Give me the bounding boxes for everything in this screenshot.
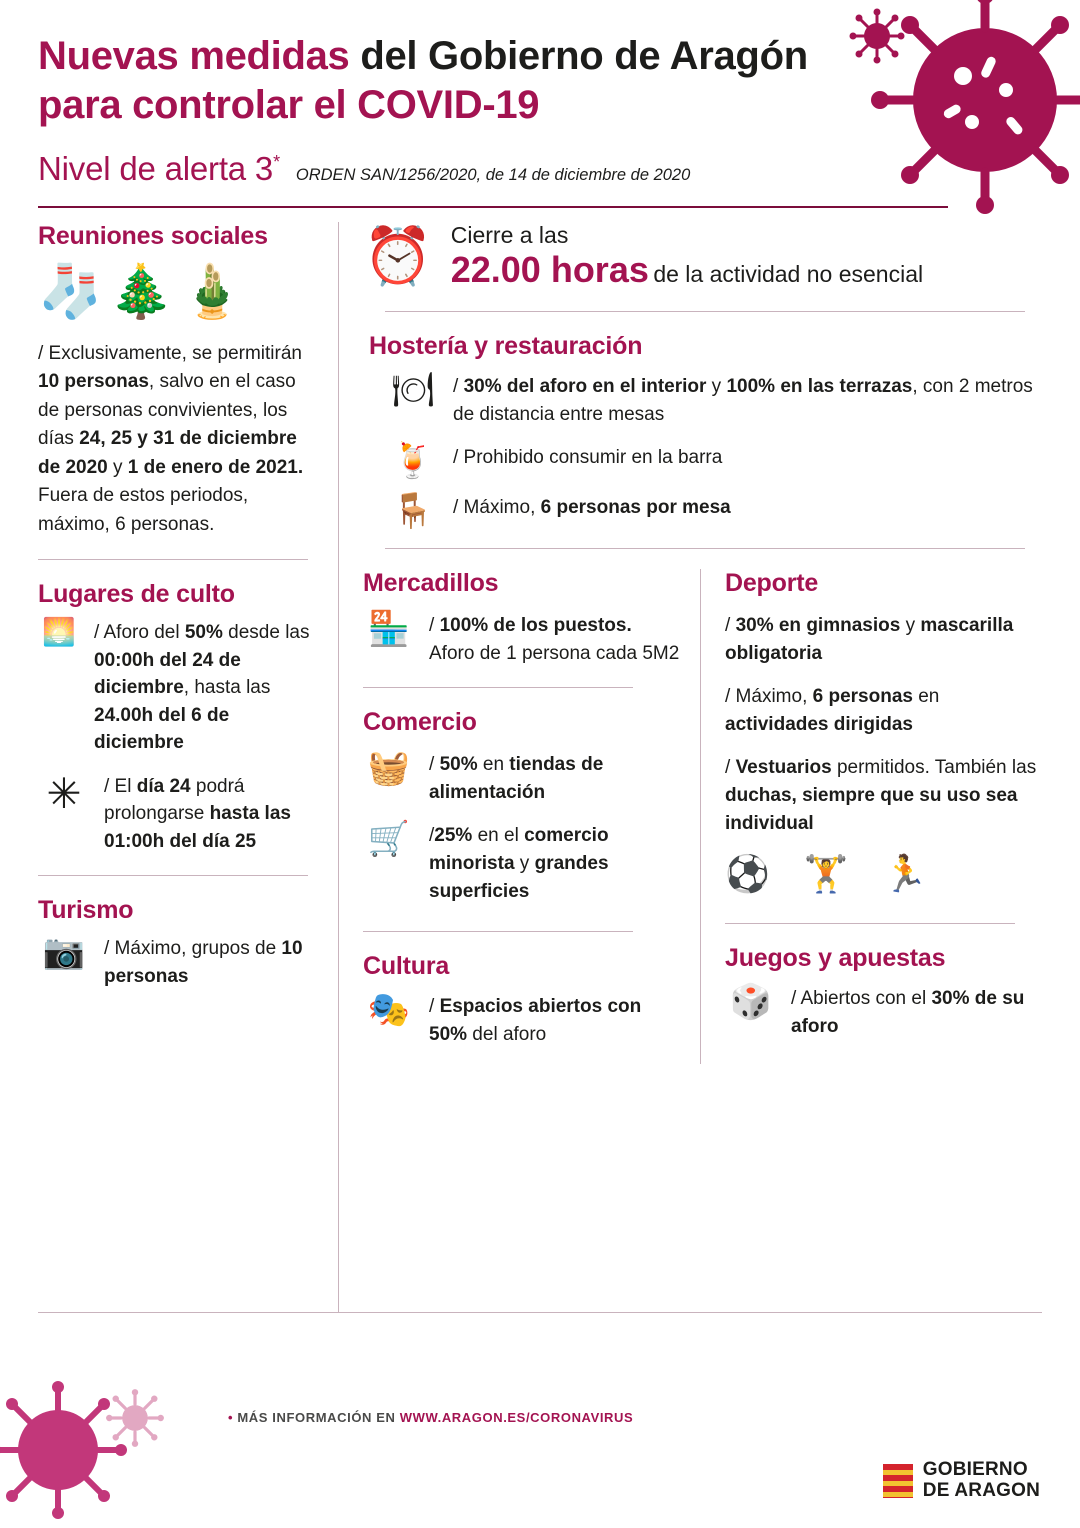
sp3-a: / xyxy=(725,757,736,779)
closing-line1: Cierre a las xyxy=(450,221,569,248)
gob-line-2: DE ARAGON xyxy=(922,1480,1040,1502)
mk-a: / xyxy=(429,615,440,637)
worship-2-a: / El xyxy=(104,775,137,797)
worship-item-1 xyxy=(38,619,320,757)
closing-time-block xyxy=(363,222,1042,292)
hospitality-3-text xyxy=(453,494,731,522)
alert-level xyxy=(38,150,280,188)
mk-tail: Aforo de 1 persona cada 5M2 xyxy=(429,642,680,664)
sp3-b1: Vestuarios xyxy=(735,757,832,779)
closing-text xyxy=(451,222,923,292)
social-text-tail: Fuera de estos periodos, máximo, 6 personas. xyxy=(38,485,249,535)
sp3-m: permitidos. También las xyxy=(831,757,1037,779)
order-reference: ORDEN SAN/1256/2020, de 14 de diciembre de 2020 xyxy=(295,165,691,184)
title-part-1: Nuevas medidas xyxy=(38,34,350,78)
commerce-item-2 xyxy=(363,822,680,905)
c1-m: en xyxy=(477,754,510,776)
c2-b3: grandes superficies xyxy=(429,853,609,902)
section-heading-worship: Lugares de culto xyxy=(38,580,235,609)
alarm-clock-icon: ⏰ xyxy=(363,224,433,288)
aragon-flag-icon xyxy=(883,1464,913,1498)
sp1-m: y xyxy=(900,615,921,637)
section-heading-sport: Deporte xyxy=(725,569,819,598)
social-text xyxy=(38,340,320,540)
worship-2-b1: día 24 xyxy=(136,775,191,797)
bullet-icon: • xyxy=(228,1410,234,1425)
divider-middle-1 xyxy=(363,687,633,688)
theatre-masks-icon: 🎭 xyxy=(367,991,411,1030)
culture-item xyxy=(363,993,680,1048)
shopping-basket-icon: 🧺 xyxy=(367,749,411,788)
c2-tail: y xyxy=(514,853,535,875)
games-item xyxy=(725,985,1042,1040)
lower-right-grid xyxy=(363,569,1042,1064)
divider-left-1 xyxy=(38,559,308,560)
tourism-a: / Máximo, grupos de xyxy=(104,938,282,960)
tourism-item xyxy=(38,935,320,990)
dice-icon: 🎲 xyxy=(729,983,773,1022)
sp2-m: en xyxy=(912,686,940,708)
c1-b1: 50% xyxy=(439,754,478,776)
sport-item-3 xyxy=(725,754,1042,837)
section-heading-tourism: Turismo xyxy=(38,896,134,925)
c1-b2: tiendas de alimentación xyxy=(429,754,604,803)
c2-b2: comercio minorista xyxy=(429,825,609,875)
subtitle-row xyxy=(38,150,1040,188)
social-text-b3: 1 de enero de 2021. xyxy=(127,456,304,478)
page-title xyxy=(38,32,868,130)
h1-b1: 30% del aforo en el interior xyxy=(463,376,707,398)
culture-text xyxy=(429,993,680,1048)
closing-line2 xyxy=(451,249,923,291)
sport-items xyxy=(725,612,1042,837)
divider-right-2 xyxy=(385,548,1025,549)
middle-column xyxy=(363,569,700,1064)
gob-line-1: GOBIERNO xyxy=(922,1459,1028,1481)
social-text-mid1: , salvo en el caso de personas convivientes, los días xyxy=(38,371,296,450)
social-text-b1: 10 personas xyxy=(38,371,149,393)
hospitality-item-2 xyxy=(387,442,1042,481)
hospitality-1-text xyxy=(453,373,1042,428)
worship-1-b1: 50% xyxy=(184,622,223,644)
c1-a: / xyxy=(429,754,440,776)
weightlifting-icon: 🏋 xyxy=(803,853,849,895)
worship-1-a: / Aforo del xyxy=(94,622,185,644)
shopping-cart-icon: 🛒 xyxy=(367,820,411,859)
hospitality-item-1 xyxy=(387,373,1042,428)
tourism-text xyxy=(104,935,320,990)
website-link[interactable]: WWW.ARAGON.ES/CORONAVIRUS xyxy=(399,1410,634,1425)
section-heading-commerce: Comercio xyxy=(363,708,477,737)
h1-m: y xyxy=(706,376,727,398)
sp1-a: / xyxy=(725,615,736,637)
hospitality-items xyxy=(387,371,1042,531)
social-text-lead: / Exclusivamente, se permitirán xyxy=(38,342,302,364)
c2-b1: 25% xyxy=(434,825,473,847)
worship-item-2 xyxy=(38,769,320,856)
camera-icon: 📷 xyxy=(42,933,86,972)
section-heading-culture: Cultura xyxy=(363,952,450,981)
c2-m: en el xyxy=(472,825,525,847)
sport-icons xyxy=(725,853,1042,895)
section-heading-markets: Mercadillos xyxy=(363,569,499,598)
sp3-b2: duchas, siempre que su uso sea individual xyxy=(725,785,1018,834)
divider-far-right xyxy=(725,923,1015,924)
left-column xyxy=(38,222,338,1312)
food-cloche-icon: 🍽 xyxy=(391,371,435,410)
divider-middle-2 xyxy=(363,931,633,932)
c2-a: / xyxy=(429,825,435,847)
closing-hour: 22.00 horas xyxy=(450,249,649,291)
g-a: / Abiertos con el xyxy=(791,988,932,1010)
worship-1-d: , hasta las xyxy=(183,677,271,699)
government-logo-text xyxy=(923,1460,1040,1502)
social-text-b2: 24, 25 y 31 de diciembre de 2020 xyxy=(38,428,297,478)
sport-item-2 xyxy=(725,683,1042,738)
header-divider xyxy=(38,206,948,208)
section-heading-social: Reuniones sociales xyxy=(38,221,268,250)
worship-1-b2: 00:00h del 24 de diciembre xyxy=(94,649,241,699)
section-heading-hospitality: Hostería y restauración xyxy=(369,332,643,361)
worship-1-c: desde las xyxy=(222,622,310,644)
christmas-bauble-icon: 🎍 xyxy=(179,262,245,321)
mk-b1: 100% de los puestos. xyxy=(439,615,632,637)
section-heading-games: Juegos y apuestas xyxy=(725,944,946,973)
sp2-b1: 6 personas xyxy=(812,686,913,708)
h3-a: / Máximo, xyxy=(453,497,541,519)
poster-footer xyxy=(0,1378,1080,1528)
more-info-label: MÁS INFORMACIÓN EN xyxy=(237,1410,400,1425)
footer-divider xyxy=(38,1312,1042,1313)
poster-body xyxy=(0,222,1080,1312)
h3-b1: 6 personas por mesa xyxy=(540,497,731,519)
far-right-column xyxy=(700,569,1042,1064)
divider-right-1 xyxy=(385,311,1025,312)
government-logo xyxy=(883,1460,1040,1502)
sp2-b2: actividades dirigidas xyxy=(725,713,913,735)
worship-item-2-text xyxy=(104,773,320,856)
table-chairs-icon: 🪑 xyxy=(391,492,435,531)
alert-level-text: Nivel de alerta 3 xyxy=(38,149,274,187)
closing-after: de la actividad no esencial xyxy=(653,261,924,288)
commerce-2-text xyxy=(429,822,680,905)
worship-2-b2: hasta las 01:00h del día 25 xyxy=(104,803,291,852)
hospitality-item-3 xyxy=(387,492,1042,531)
running-icon: 🏃 xyxy=(882,853,928,895)
commerce-1-text xyxy=(429,751,680,806)
title-part-2: del Gobierno de Aragón xyxy=(349,34,808,78)
cu-tail: del aforo xyxy=(467,1023,547,1045)
social-text-mid2: y xyxy=(107,456,128,478)
cu-a: / xyxy=(429,996,440,1018)
markets-text xyxy=(429,612,680,667)
worship-2-b: podrá prolongarse xyxy=(104,775,245,825)
poster-header xyxy=(0,0,1080,188)
sp2-a: / Máximo, xyxy=(725,686,813,708)
tourism-b: 10 personas xyxy=(104,938,303,988)
more-info-line xyxy=(228,1410,633,1425)
hospitality-2-text: / Prohibido consumir en la barra xyxy=(453,447,723,469)
cocktail-icon: 🍹 xyxy=(391,442,435,481)
christmas-stocking-icon: 🧦 xyxy=(38,262,103,321)
sport-item-1 xyxy=(725,612,1042,667)
alert-level-asterisk: * xyxy=(273,151,280,172)
markets-item xyxy=(363,612,680,667)
commerce-item-1 xyxy=(363,751,680,806)
cu-b1: Espacios abiertos con 50% xyxy=(429,996,642,1045)
right-column xyxy=(338,222,1042,1312)
market-stall-icon: 🏪 xyxy=(367,610,411,649)
christmas-tree-icon: 🎄 xyxy=(108,262,174,321)
sp1-b1: 30% en gimnasios xyxy=(735,615,901,637)
h1-a: / xyxy=(453,376,464,398)
football-icon: ⚽ xyxy=(725,853,770,895)
sunrise-icon: 🌅 xyxy=(42,617,76,648)
g-b1: 30% de su aforo xyxy=(791,988,1025,1037)
sp1-b2: mascarilla obligatoria xyxy=(725,615,1014,664)
title-part-3: para controlar el COVID-19 xyxy=(38,82,540,127)
star-icon: ✳ xyxy=(46,769,82,817)
christmas-icons xyxy=(38,261,320,322)
games-text xyxy=(791,985,1042,1040)
worship-item-1-text xyxy=(94,619,320,757)
h1-tail: , con 2 metros de distancia entre mesas xyxy=(453,376,1033,425)
worship-1-b3: 24.00h del 6 de diciembre xyxy=(94,704,230,754)
divider-left-2 xyxy=(38,875,308,876)
h1-b2: 100% en las terrazas xyxy=(726,376,913,398)
